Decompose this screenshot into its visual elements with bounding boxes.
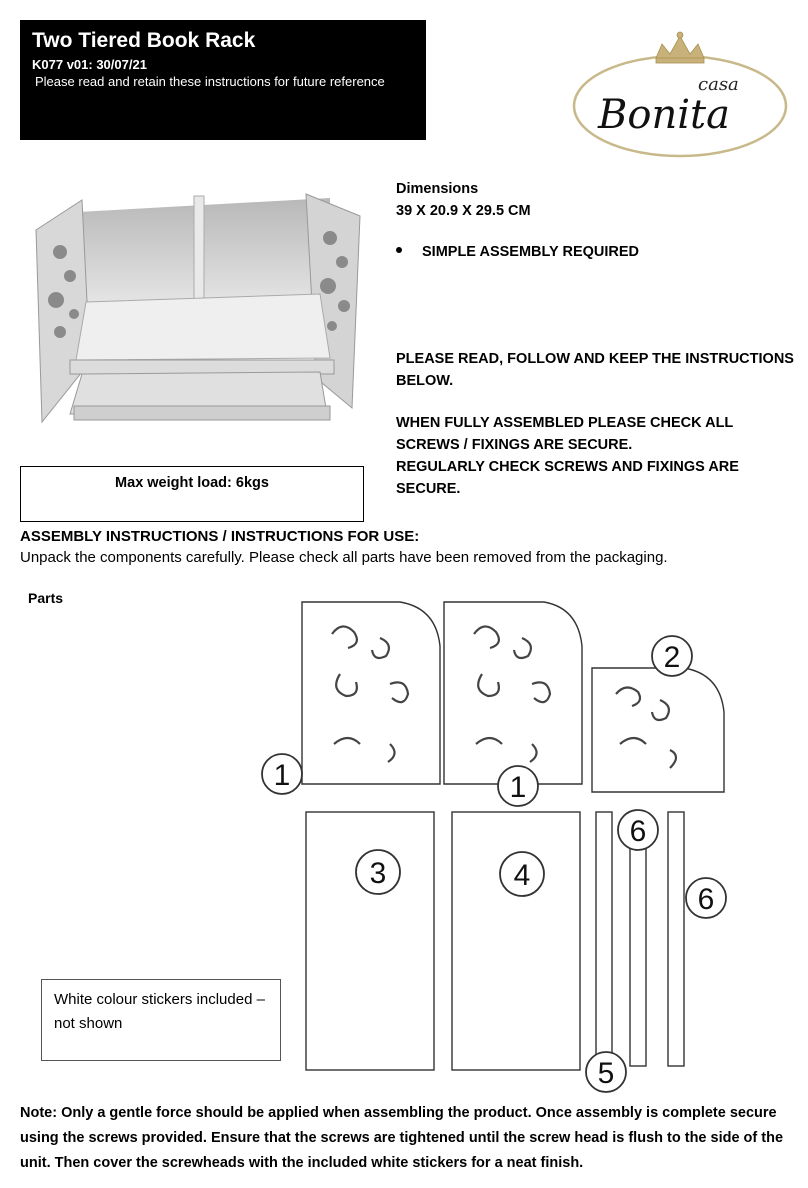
part-number-2: 2 — [663, 641, 681, 674]
product-photo — [30, 182, 370, 432]
assembly-heading: ASSEMBLY INSTRUCTIONS / INSTRUCTIONS FOR USE: — [20, 528, 420, 545]
dimensions-value: 39 X 20.9 X 29.5 CM — [396, 203, 531, 219]
regular-check-notice: REGULARLY CHECK SCREWS AND FIXINGS ARE SECURE. — [396, 459, 739, 497]
document-title: Two Tiered Book Rack — [32, 29, 256, 52]
dimensions-section — [396, 178, 796, 222]
footer-note: Note: Only a gentle force should be applied when assembling the product. Once assembly is complete secure using the screws provided. Ensure that the screws are tightened until the screw head is flush to the side of the unit. Then cover the screwheads with the included white stickers for a neat finish. — [20, 1105, 784, 1171]
part-number-4: 4 — [513, 859, 531, 892]
sticker-note-box: White colour stickers included – not shown — [41, 979, 281, 1061]
assembly-text: Unpack the components carefully. Please check all parts have been removed from the packaging. — [20, 549, 668, 566]
crown-icon — [656, 32, 704, 63]
part-number-3: 3 — [369, 857, 387, 890]
bullet-text: SIMPLE ASSEMBLY REQUIRED — [422, 244, 640, 260]
dimensions-label: Dimensions — [396, 181, 479, 197]
casa-bonita-logo — [570, 28, 790, 160]
side-panel-left — [302, 602, 440, 784]
logo-large-text: Bonita — [598, 92, 730, 138]
strip-panel-6b — [668, 812, 684, 1066]
check-notice: WHEN FULLY ASSEMBLED PLEASE CHECK ALL SCREWS / FIXINGS ARE SECURE. — [396, 415, 734, 453]
title-block — [20, 20, 426, 140]
parts-diagram — [240, 594, 800, 1104]
document-subtitle: Please read and retain these instructions for future reference — [35, 74, 385, 89]
safety-notices — [396, 348, 796, 500]
logo-small-text: casa — [698, 74, 739, 95]
read-follow-notice: PLEASE READ, FOLLOW AND KEEP THE INSTRUCTIONS BELOW. — [396, 351, 794, 389]
assembly-bullet — [396, 244, 639, 260]
part-number-6b: 6 — [697, 883, 715, 916]
back-panel — [592, 668, 724, 792]
parts-label: Parts — [28, 590, 64, 606]
shelf-panel-4 — [452, 812, 580, 1070]
part-number-1a: 1 — [273, 759, 291, 792]
divider-panel-5 — [596, 812, 612, 1066]
max-weight-box: Max weight load: 6kgs — [20, 466, 364, 522]
part-number-6a: 6 — [629, 815, 647, 848]
document-version: K077 v01: 30/07/21 — [32, 57, 147, 72]
side-panel-right — [444, 602, 582, 784]
part-number-5: 5 — [597, 1057, 615, 1090]
part-number-1b: 1 — [509, 771, 527, 804]
bullet-icon — [396, 247, 402, 253]
